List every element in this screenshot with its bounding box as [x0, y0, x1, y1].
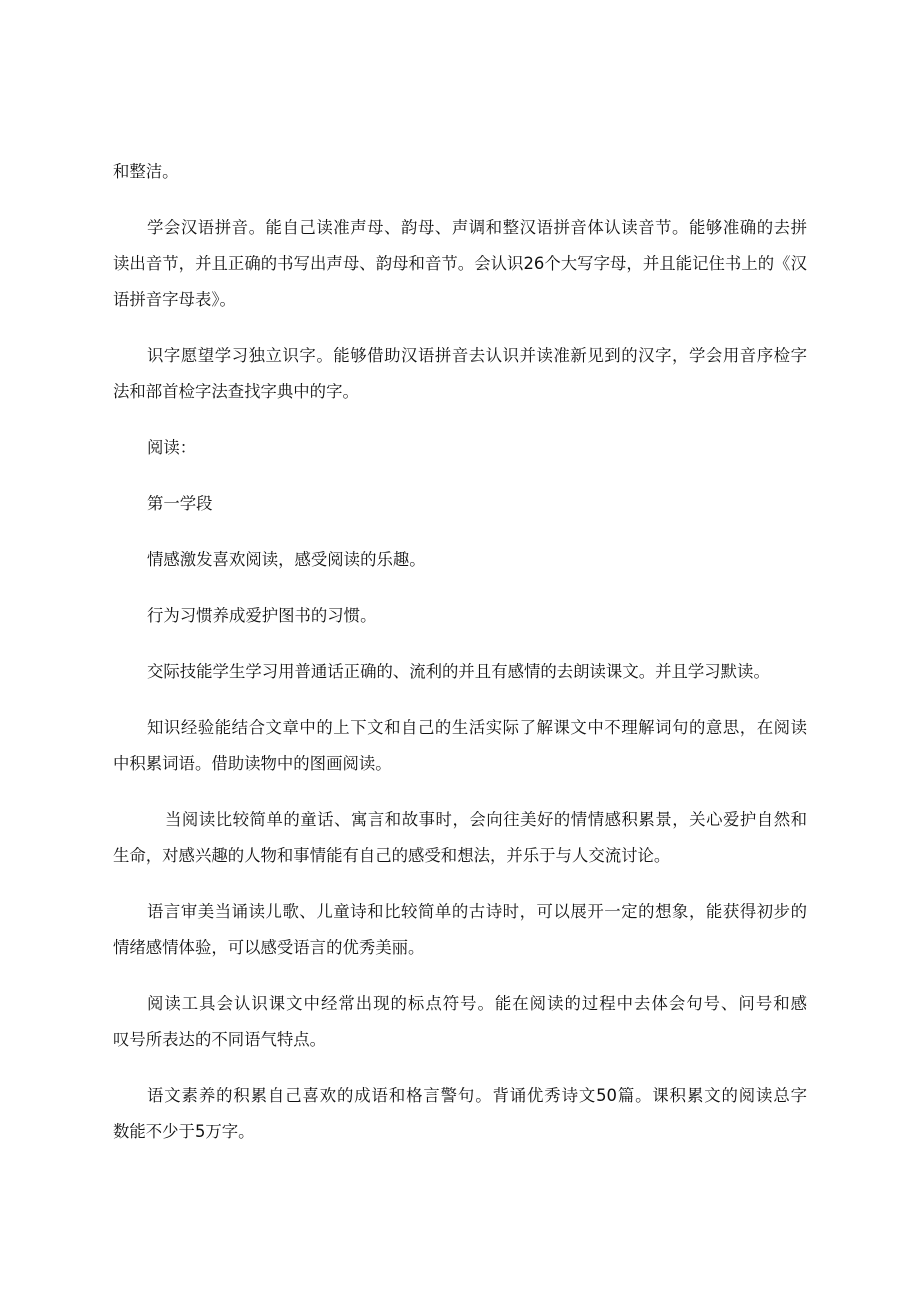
text-line: 语文素养的积累自己喜欢的成语和格言警句。背诵优秀诗文50篇。课积累文的阅读总字 — [147, 1086, 807, 1105]
paragraph — [113, 986, 807, 1058]
text-line: 当阅读比较简单的童话、寓言和故事时，会向往美好的情情感积累景，关心爱护自然和 — [165, 810, 807, 829]
text-line: 和整洁。 — [113, 162, 179, 181]
text-line: 叹号所表达的不同语气特点。 — [113, 1030, 327, 1049]
text-line: 中积累词语。借助读物中的图画阅读。 — [113, 754, 392, 773]
paragraph — [113, 210, 807, 318]
text-line: 阅读工具会认识课文中经常出现的标点符号。能在阅读的过程中去体会句号、问号和感 — [147, 994, 807, 1013]
text-line: 第一学段 — [147, 494, 213, 513]
text-line: 行为习惯养成爱护图书的习惯。 — [147, 606, 377, 625]
text-line: 数能不少于5万字。 — [113, 1122, 255, 1141]
text-line: 情绪感情体验，可以感受语言的优秀美丽。 — [113, 938, 425, 957]
text-line: 识字愿望学习独立识字。能够借助汉语拼音去认识并读准新见到的汉字，学会用音序检字 — [147, 346, 807, 365]
document-body — [113, 154, 807, 1170]
text-line: 语拼音字母表》。 — [113, 290, 236, 309]
text-line: 法和部首检字法查找字典中的字。 — [113, 382, 359, 401]
paragraph — [113, 710, 807, 782]
paragraph — [113, 598, 807, 634]
paragraph — [113, 486, 807, 522]
text-line: 学会汉语拼音。能自己读准声母、韵母、声调和整汉语拼音体认读音节。能够准确的去拼 — [147, 218, 807, 237]
paragraph — [113, 802, 807, 874]
text-line: 知识经验能结合文章中的上下文和自己的生活实际了解课文中不理解词句的意思，在阅读 — [147, 718, 807, 737]
text-line: 情感激发喜欢阅读，感受阅读的乐趣。 — [147, 550, 426, 569]
paragraph — [113, 894, 807, 966]
text-line: 读出音节，并且正确的书写出声母、韵母和音节。会认识26个大写字母，并且能记住书上的《汉 — [113, 254, 807, 273]
text-line: 语言审美当诵读儿歌、儿童诗和比较简单的古诗时，可以展开一定的想象，能获得初步的 — [147, 902, 807, 921]
text-line: 生命，对感兴趣的人物和事情能有自己的感受和想法，并乐于与人交流讨论。 — [113, 846, 671, 865]
paragraph — [113, 430, 807, 466]
paragraph — [113, 1078, 807, 1150]
paragraph — [113, 654, 807, 690]
text-line: 阅读： — [147, 438, 197, 457]
paragraph — [113, 338, 807, 410]
paragraph — [113, 154, 807, 190]
text-line: 交际技能学生学习用普通话正确的、流利的并且有感情的去朗读课文。并且学习默读。 — [147, 662, 770, 681]
paragraph — [113, 542, 807, 578]
